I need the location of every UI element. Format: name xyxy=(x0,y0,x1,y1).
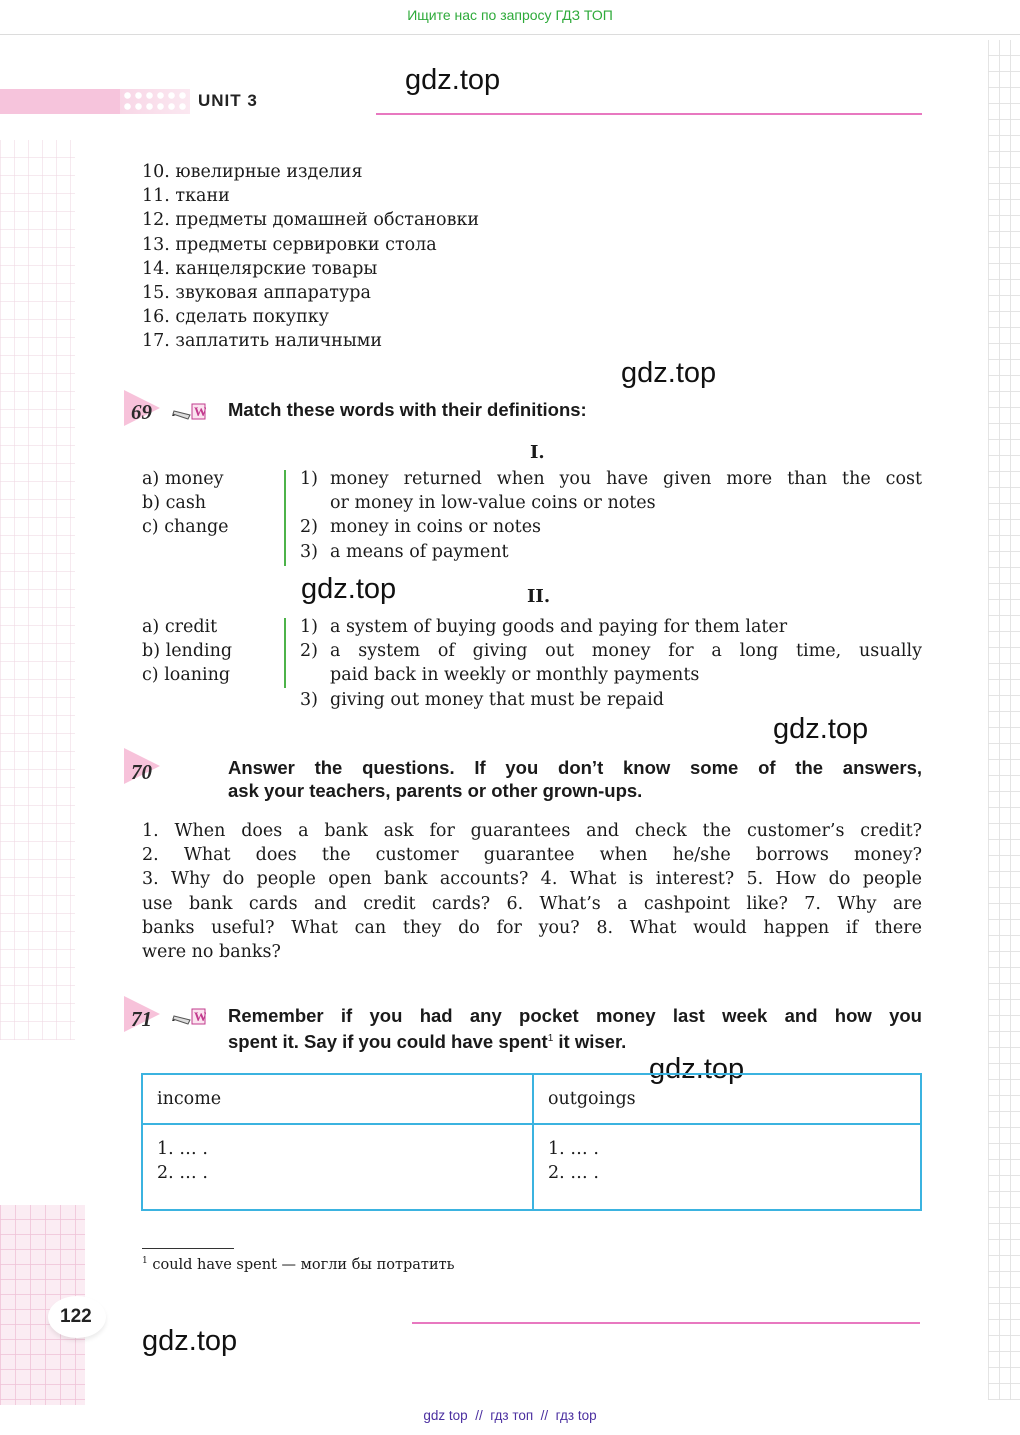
definition-text: a system of giving out money for a long time, usually xyxy=(330,641,922,662)
table-cell-outgoings[interactable] xyxy=(533,1124,921,1210)
definition-number: 1) xyxy=(300,469,318,489)
svg-text:W: W xyxy=(194,1009,206,1024)
footnote xyxy=(142,1256,455,1273)
green-divider xyxy=(284,618,286,688)
right-decoration xyxy=(988,40,1020,1400)
watermark: gdz.top xyxy=(142,1325,238,1357)
vocab-item: 11. ткани xyxy=(142,186,230,207)
footnote-rule xyxy=(142,1248,234,1249)
green-divider xyxy=(284,470,286,566)
bottom-banner[interactable]: gdz top // гдз топ // гдз top xyxy=(423,1408,597,1423)
exercise-instruction xyxy=(228,1004,922,1053)
pencil-w-icon xyxy=(172,1006,206,1032)
word-item: a) credit xyxy=(142,617,218,637)
exercise-instruction: Match these words with their definitions: xyxy=(228,399,587,420)
svg-text:W: W xyxy=(194,404,206,419)
vocab-item: 15. звуковая аппаратура xyxy=(142,283,371,304)
definition-text: money in coins or notes xyxy=(330,517,542,538)
table-row: 1. … . xyxy=(548,1139,599,1159)
definition-item xyxy=(300,615,922,639)
watermark: gdz.top xyxy=(649,1053,745,1085)
table-row: 2. … . xyxy=(548,1163,599,1183)
exercise-number: 70 xyxy=(131,760,152,784)
questions-text xyxy=(142,819,922,964)
pencil-w-icon xyxy=(172,401,206,427)
vocab-item: 16. сделать покупку xyxy=(142,307,329,328)
part-heading: I. xyxy=(530,442,545,463)
vocab-item: 13. предметы сервировки стола xyxy=(142,234,437,255)
part-heading: II. xyxy=(527,586,551,607)
definition-text: a system of buying goods and paying for them later xyxy=(330,617,788,637)
question-line: banks useful? What can they do for you? 8. What would happen if there xyxy=(142,917,922,938)
word-item: c) change xyxy=(142,517,229,538)
top-divider xyxy=(0,34,1020,35)
table-cell-income[interactable] xyxy=(142,1124,533,1210)
word-item: b) cash xyxy=(142,493,207,514)
word-item: a) money xyxy=(142,469,224,489)
table-row: 2. … . xyxy=(157,1163,208,1183)
definition-text: giving out money that must be repaid xyxy=(330,689,664,710)
footnote-mark: 1 xyxy=(142,1256,148,1266)
definition-item xyxy=(300,467,922,515)
footer-rule xyxy=(412,1322,920,1324)
definition-text: a means of payment xyxy=(330,541,509,562)
instruction-line: Remember if you had any pocket money last week and how you xyxy=(228,1005,922,1026)
definition-text: money returned when you have given more than the cost xyxy=(330,469,922,489)
definition-text: paid back in weekly or monthly payments xyxy=(330,665,700,686)
definition-number: 3) xyxy=(300,541,318,562)
unit-label: UNIT 3 xyxy=(198,91,258,110)
watermark: gdz.top xyxy=(405,64,501,96)
instruction-text: spent it. Say if you could have spent xyxy=(228,1031,548,1053)
definition-list xyxy=(300,467,922,564)
table-header-outgoings: outgoings xyxy=(533,1074,921,1124)
vocabulary-list xyxy=(142,160,479,354)
income-outgoings-table xyxy=(141,1073,922,1211)
unit-header-dots xyxy=(122,90,194,112)
watermark: gdz.top xyxy=(773,713,869,745)
top-banner[interactable]: Ищите нас по запросу ГДЗ ТОП xyxy=(407,7,613,23)
table-row: 1. … . xyxy=(157,1139,208,1159)
exercise-number: 69 xyxy=(131,400,152,424)
footnote-marker: 1 xyxy=(547,1033,554,1044)
question-line: 1. When does a bank ask for guarantees and check the customer’s credit? xyxy=(142,821,922,841)
instruction-line xyxy=(228,1027,922,1053)
definition-item xyxy=(300,688,922,712)
vocab-item: 12. предметы домашней обстановки xyxy=(142,210,480,231)
footnote-text: could have spent — могли бы потратить xyxy=(147,1256,455,1273)
word-column xyxy=(142,467,229,540)
definition-number: 1) xyxy=(300,617,318,637)
definition-number: 2) xyxy=(300,641,318,662)
header-rule xyxy=(376,113,922,115)
instruction-line: ask your teachers, parents or other grown-ups. xyxy=(228,780,643,801)
vocab-item: 17. заплатить наличными xyxy=(142,331,383,352)
left-decoration xyxy=(0,140,75,1040)
watermark: gdz.top xyxy=(301,573,397,605)
instruction-text: it wiser. xyxy=(553,1031,627,1053)
definition-number: 2) xyxy=(300,517,318,538)
exercise-instruction xyxy=(228,756,922,802)
page-number: 122 xyxy=(60,1306,92,1327)
definition-list xyxy=(300,615,922,712)
word-item: c) loaning xyxy=(142,665,231,686)
definition-item xyxy=(300,515,922,539)
definition-item xyxy=(300,540,922,564)
question-line: were no banks? xyxy=(142,942,281,963)
word-item: b) lending xyxy=(142,641,233,662)
table-header-income: income xyxy=(142,1074,533,1124)
question-line: use bank cards and credit cards? 6. What’s a cashpoint like? 7. Why are xyxy=(142,893,922,914)
vocab-item: 10. ювелирные изделия xyxy=(142,162,363,182)
question-line: 2. What does the customer guarantee when he/she borrows money? xyxy=(142,845,922,866)
question-line: 3. Why do people open bank accounts? 4. What is interest? 5. How do people xyxy=(142,869,922,890)
word-column xyxy=(142,615,232,688)
definition-number: 3) xyxy=(300,689,318,710)
exercise-number: 71 xyxy=(131,1007,152,1031)
vocab-item: 14. канцелярские товары xyxy=(142,258,378,279)
definition-item xyxy=(300,639,922,687)
definition-text: or money in low-value coins or notes xyxy=(330,493,656,514)
watermark: gdz.top xyxy=(621,357,717,389)
instruction-line: Answer the questions. If you don’t know some of the answers, xyxy=(228,757,922,778)
